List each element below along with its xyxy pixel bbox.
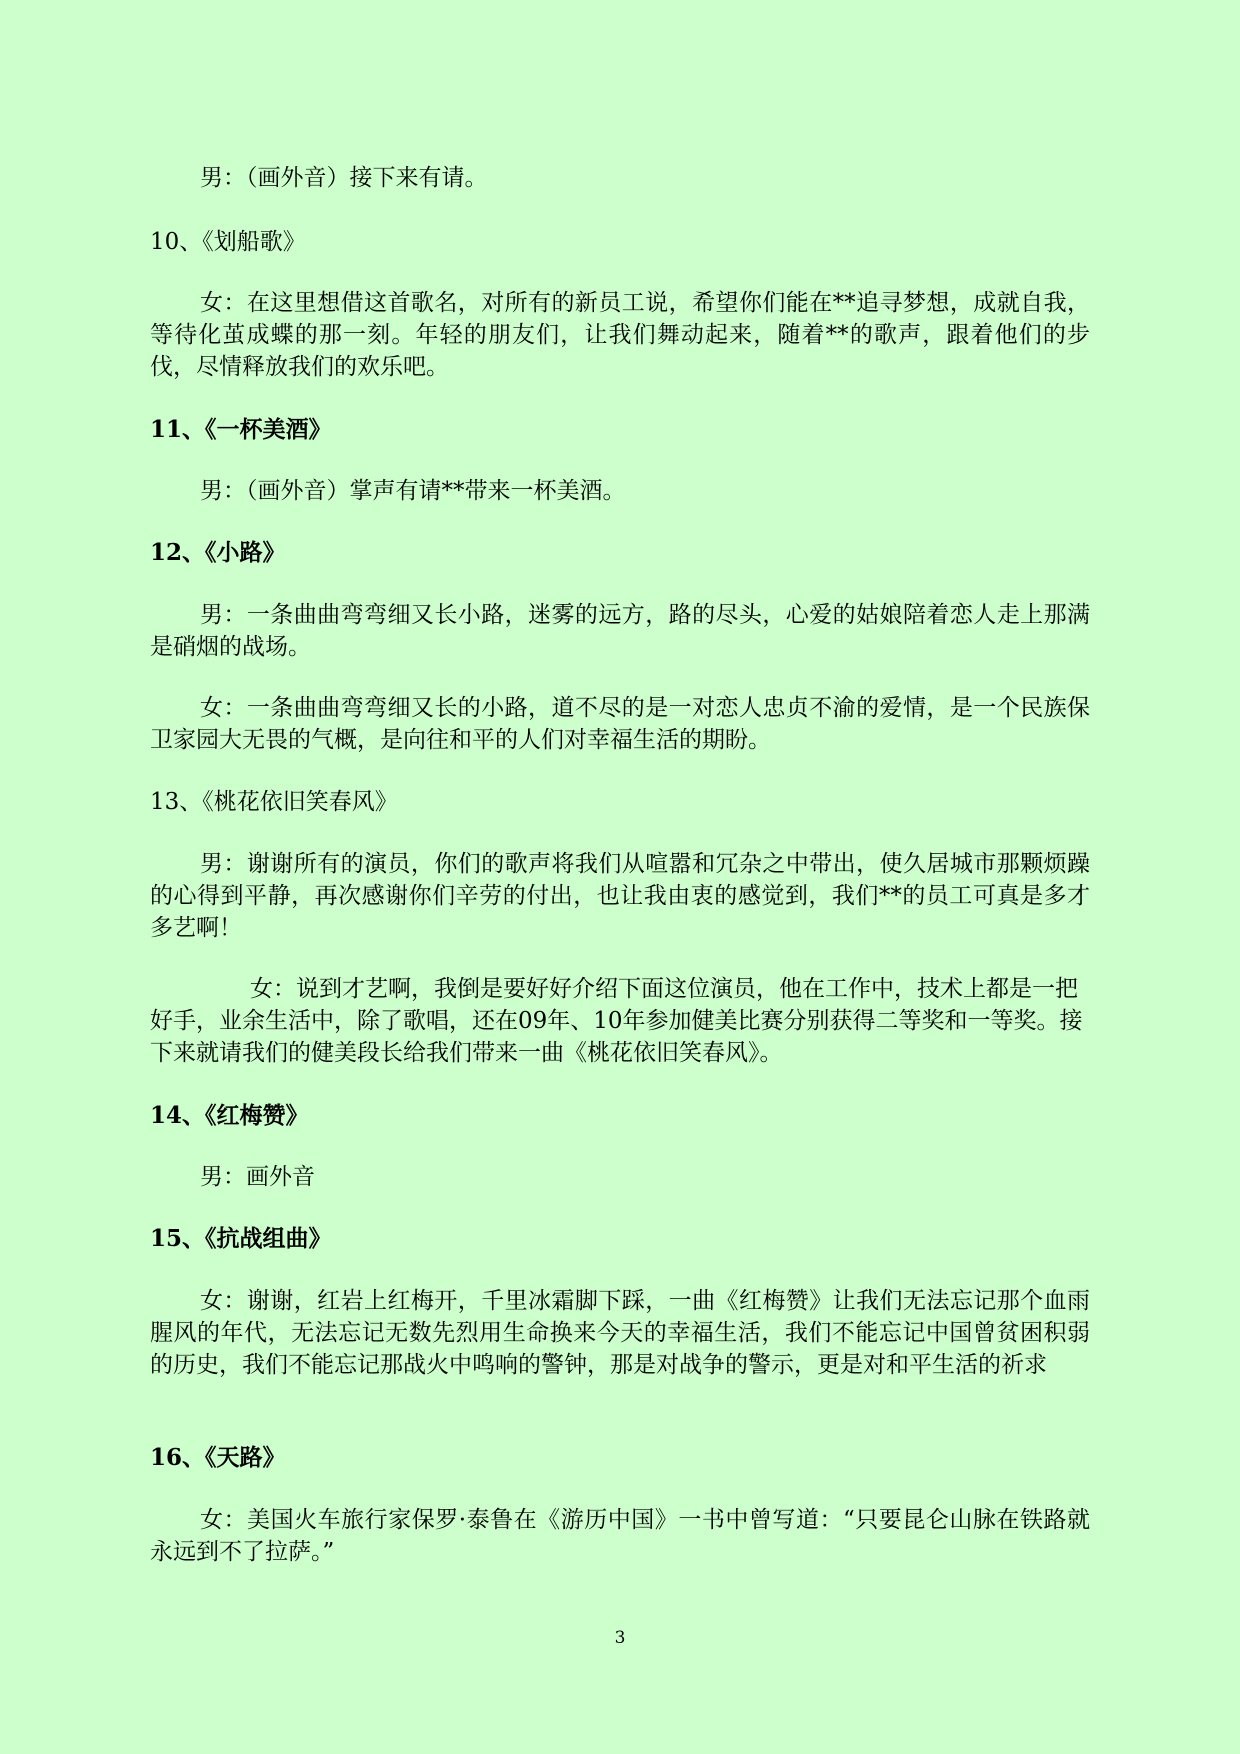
song-heading-14: 14、《红梅赞》 xyxy=(150,1102,309,1129)
paragraph-female-rowing-song: 女：在这里想借这首歌名，对所有的新员工说，希望你们能在**追寻梦想，成就自我，等待化茧成蝶的那一刻。年轻的朋友们，让我们舞动起来，随着**的歌声，跟着他们的步伐，尽情释放我们的欢乐吧。 xyxy=(150,290,1090,380)
paragraph-male-thanks: 男：谢谢所有的演员，你们的歌声将我们从喧嚣和冗杂之中带出，使久居城市那颗烦躁的心得到平静，再次感谢你们辛劳的付出，也让我由衷的感觉到，我们**的员工可真是多才多艺啊！ xyxy=(150,851,1090,941)
song-heading-11: 11、《一杯美酒》 xyxy=(150,416,332,443)
song-heading-12: 12、《小路》 xyxy=(150,539,286,566)
song-title-10: 10、《划船歌》 xyxy=(150,229,306,255)
song-heading-15: 15、《抗战组曲》 xyxy=(150,1225,332,1252)
paragraph-female-talent: 女：说到才艺啊，我倒是要好好介绍下面这位演员，他在工作中，技术上都是一把好手，业余生活中，除了歌唱，还在09年、10年参加健美比赛分别获得二等奖和一等奖。接下来就请我们的健美段长给我们带来一曲《桃花依旧笑春风》。 xyxy=(150,976,1083,1066)
paragraph-female-path: 女：一条曲曲弯弯细又长的小路，道不尽的是一对恋人忠贞不渝的爱情，是一个民族保卫家园大无畏的气概，是向往和平的人们对幸福生活的期盼。 xyxy=(150,695,1090,753)
paragraph-female-red-plum: 女：谢谢，红岩上红梅开，千里冰霜脚下踩，一曲《红梅赞》让我们无法忘记那个血雨腥风的年代，无法忘记无数先烈用生命换来今天的幸福生活，我们不能忘记中国曾贫困积弱的历史，我们不能忘记那战火中鸣响的警钟，那是对战争的警示，更是对和平生活的祈求 xyxy=(150,1288,1090,1378)
page-number: 3 xyxy=(614,1628,626,1648)
paragraph-female-sky-road: 女：美国火车旅行家保罗·泰鲁在《游历中国》一书中曾写道：“只要昆仑山脉在铁路就永远到不了拉萨。” xyxy=(150,1507,1090,1565)
song-heading-16: 16、《天路》 xyxy=(150,1444,286,1471)
song-title-13: 13、《桃花依旧笑春风》 xyxy=(150,789,398,815)
paragraph-male-applause: 男：（画外音）掌声有请**带来一杯美酒。 xyxy=(200,478,626,504)
paragraph-male-path: 男：一条曲曲弯弯细又长小路，迷雾的远方，路的尽头，心爱的姑娘陪着恋人走上那满是硝烟的战场。 xyxy=(150,602,1090,660)
paragraph-male-voiceover: 男：（画外音）接下来有请。 xyxy=(200,165,488,191)
paragraph-male-voiceover-2: 男：画外音 xyxy=(200,1164,315,1190)
